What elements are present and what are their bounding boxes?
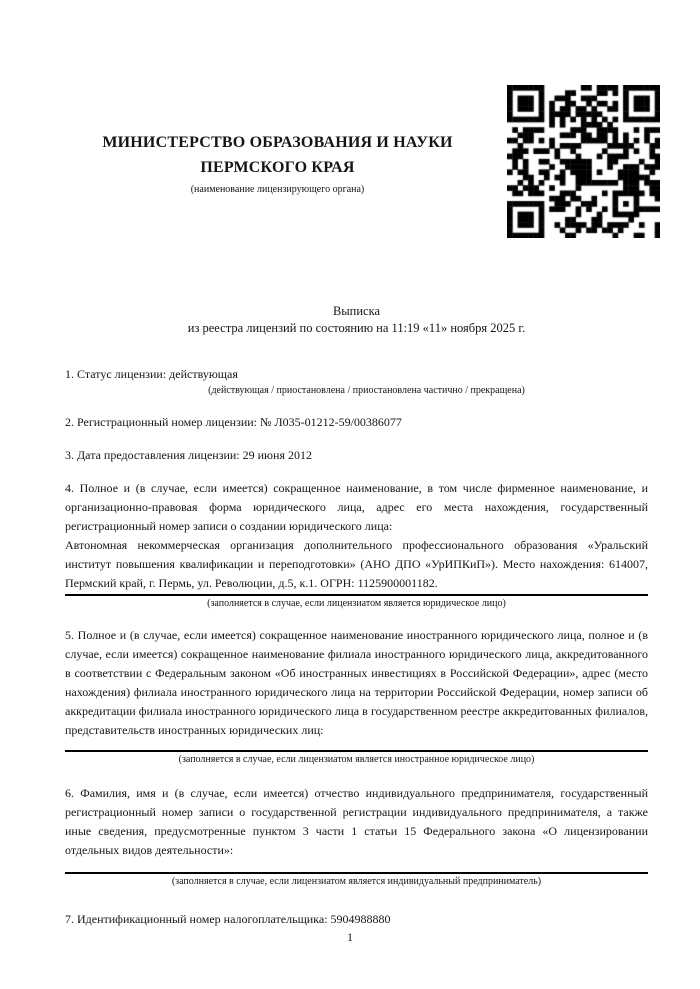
qr-code-icon — [507, 85, 660, 238]
item-license-status-text: 1. Статус лицензии: действующая — [65, 367, 238, 381]
item-individual-entrepreneur-caption: (заполняется в случае, если лицензиатом является индивидуальный предприниматель) — [171, 876, 542, 887]
item-license-status-caption: (действующая / приостановлена / приостановлена частично / прекращена) — [208, 385, 525, 396]
item-license-status — [65, 365, 648, 399]
item-foreign-entity — [65, 626, 648, 768]
document-title-line2: из реестра лицензий по состоянию на 11:19 «11» ноября 2025 г. — [187, 321, 526, 335]
item-individual-entrepreneur-text: 6. Фамилия, имя и (в случае, если имеется) отчество индивидуального предпринимателя, государственный регистрационный номер записи о государственной регистрации индивидуального предпринимателя, а также иные сведения, предусмотренные пунктом 3 части 1 статьи 15 Федерального закона «О лицензировании отдельных видов деятельности»: — [65, 786, 648, 857]
item-legal-entity — [65, 479, 648, 612]
item-grant-date — [65, 446, 648, 465]
ministry-name-caption: (наименование лицензирующего органа) — [190, 184, 365, 195]
item-foreign-entity-caption: (заполняется в случае, если лицензиатом является иностранное юридическое лицо) — [178, 754, 535, 765]
item-registration-number-text: 2. Регистрационный номер лицензии: № Л035-01212-59/00386077 — [65, 415, 402, 429]
ministry-name-line2: ПЕРМСКОГО КРАЯ — [200, 159, 355, 176]
document-title — [65, 303, 648, 337]
item-taxpayer-number — [65, 910, 648, 929]
document-body — [65, 303, 648, 929]
document-title-line1: Выписка — [332, 304, 381, 318]
item-legal-entity-caption: (заполняется в случае, если лицензиатом является юридическое лицо) — [207, 598, 506, 609]
item-grant-date-text: 3. Дата предоставления лицензии: 29 июня 2012 — [65, 448, 312, 462]
item-taxpayer-number-text: 7. Идентификационный номер налогоплательщика: 5904988880 — [65, 912, 391, 926]
page-number: 1 — [347, 930, 353, 944]
item-individual-entrepreneur — [65, 784, 648, 890]
ministry-name-line1: МИНИСТЕРСТВО ОБРАЗОВАНИЯ И НАУКИ — [102, 134, 453, 151]
item-legal-entity-value: Автономная некоммерческая организация дополнительного профессионального образования «Уральский институт повышения квалификации и переподготовки» (АНО ДПО «УрИПКиП»). Место нахождения: 614007, Пермский край, г. Пермь, ул. Революции, д.5, к.1. ОГРН: 1125900001182. — [65, 538, 648, 590]
item-registration-number — [65, 413, 648, 432]
item-foreign-entity-text: 5. Полное и (в случае, если имеется) сокращенное наименование иностранного юридического лица, полное и (в случае, если имеется) сокращенное наименование филиала иностранного юридического лица, аккредитованного в соответствии с Федеральным законом «Об иностранных инвестициях в Российской Федерации», адрес (место нахождения) филиала иностранного юридического лица на территории Российской Федерации, номер записи об аккредитации филиала иностранного юридического лица в государственном реестре аккредитованных филиалов, представительств иностранных юридических лиц: — [65, 628, 648, 737]
licensing-authority-header — [65, 130, 490, 196]
item-legal-entity-text: 4. Полное и (в случае, если имеется) сокращенное наименование, в том числе фирменное наименование, и организационно-правовая форма юридического лица, адрес его места нахождения, государственный регистрационный номер записи о создании юридического лица: — [65, 481, 648, 533]
